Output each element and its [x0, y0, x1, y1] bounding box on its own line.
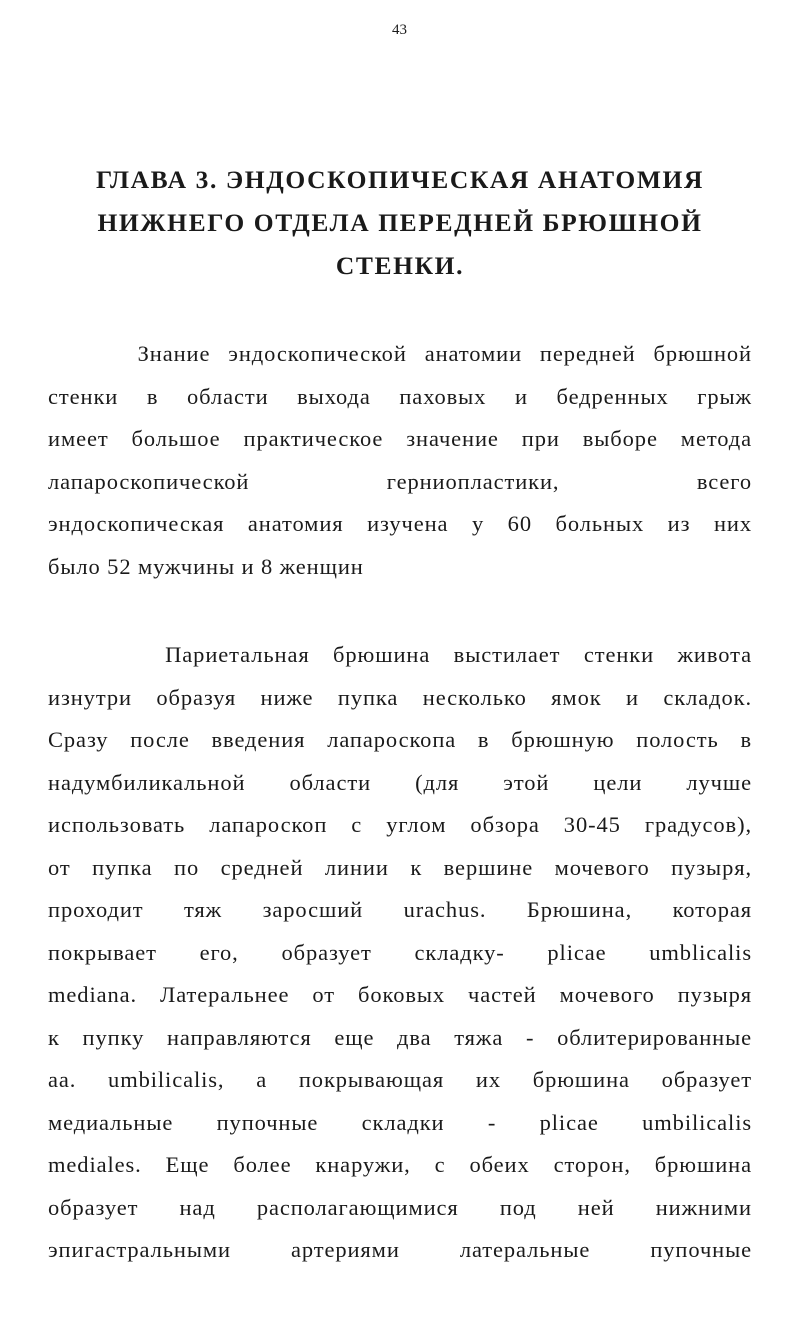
text-line: медиальные пупочные складки - plicae umbilicalis	[48, 1109, 752, 1135]
text-line: Париетальная брюшина выстилает стенки живота	[48, 642, 752, 667]
text-line: mediales. Еще более кнаружи, с обеих сторон, брюшина	[48, 1152, 752, 1177]
paragraph-intro	[48, 333, 752, 588]
text-line: надумбиликальной области (для этой цели лучше	[48, 769, 752, 795]
text-line: образует над располагающимися под ней нижними	[48, 1194, 752, 1220]
text-line: aa. umbilicalis, а покрывающая их брюшина образует	[48, 1067, 752, 1092]
chapter-title-line: НИЖНЕГО ОТДЕЛА ПЕРЕДНЕЙ БРЮШНОЙ	[97, 208, 703, 237]
paragraph-peritoneum	[48, 634, 752, 1272]
chapter-title-line: ГЛАВА 3. ЭНДОСКОПИЧЕСКАЯ АНАТОМИЯ	[96, 165, 704, 194]
text-line: к пупку направляются еще два тяжа - облитерированные	[48, 1024, 752, 1050]
page-number: 43	[392, 22, 407, 38]
text-line: стенки в области выхода паховых и бедренных грыж	[48, 383, 752, 409]
text-line: Знание эндоскопической анатомии передней брюшной	[48, 341, 752, 366]
text-line: имеет большое практическое значение при выборе метода	[48, 426, 752, 451]
text-line: mediana. Латеральнее от боковых частей мочевого пузыря	[48, 982, 752, 1007]
text-line: изнутри образуя ниже пупка несколько ямок и складок.	[48, 684, 752, 710]
chapter-title	[50, 158, 750, 287]
text-line: эпигастральными артериями латеральные пупочные	[48, 1237, 752, 1262]
text-line: от пупка по средней линии к вершине мочевого пузыря,	[48, 854, 752, 880]
text-line: было 52 мужчины и 8 женщин	[48, 553, 364, 579]
text-line: покрывает его, образует складку- plicae umblicalis	[48, 939, 752, 965]
text-line: Сразу после введения лапароскопа в брюшную полость в	[48, 727, 752, 752]
chapter-title-line: СТЕНКИ.	[335, 251, 465, 280]
text-line: лапароскопической герниопластики, всего	[48, 468, 752, 494]
text-line: проходит тяж заросший urachus. Брюшина, которая	[48, 897, 752, 922]
text-line: использовать лапароскоп с углом обзора 30-45 градусов),	[48, 812, 752, 837]
text-line: эндоскопическая анатомия изучена у 60 больных из них	[48, 511, 752, 536]
